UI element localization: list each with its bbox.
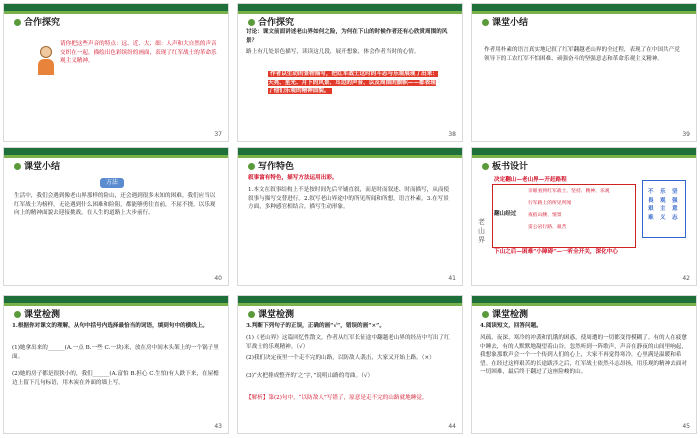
slide-title: 课堂检测 [248,307,294,320]
board-right-2: 乐观主义 [660,189,666,221]
passage-text: 风疏、夜深、寒冷的冲袭和饥饿的困惑，使周遭的一切都变得模糊了。有的人在疲惫中睡去，有的人默默地凝望着山谷。忽然听到一阵歌声，声音在静夜的山间里响起，我想象那歌声会一个一个传到人们的心上，大家不再觉得寒冷，心里满是温暖和希望。在经过这样艰苦的长途跋涉之后，红军战士依然斗志昂扬，用乐观的精神去面对一切困难，最后终于翻过了这座险峻的山。 [480,335,687,375]
header-band [4,4,228,11]
question-item-1: (1)她拿出来的______(A.一点 B.一些 C.一块)米，放在房中间木头架上的一个锅子里面。 [12,345,219,360]
question-item-1: (1)《老山界》这篇回忆性散文，作者从红军长征途中翻越老山界的经历中写出了红军战士的乐观精神。（√） [246,335,450,350]
summary-text: 作者用朴素的语言真实地记叙了红军翻越老山界的全过程，表现了在中国共产党领导下的工农红军不怕困难、顽强奋斗的坚强意志和革命乐观主义精神。 [484,47,680,62]
slide-42[interactable] [472,148,696,285]
header-band [238,296,462,303]
header-stripe [4,155,228,158]
header-band [238,4,462,11]
header-stripe [238,303,462,306]
slide-39[interactable] [472,4,696,141]
slide-title: 课堂检测 [14,307,60,320]
slide-45[interactable] [472,296,696,433]
header-stripe [238,11,462,14]
board-line-1: 亲眼看到红军战士、坚持、精神、乐观 [528,189,610,194]
slide-title: 合作探究 [14,15,60,28]
board-side-label: 老山界 [478,218,485,244]
answer-text: 【解析】第(2)句中，“以防敌人”写错了，原意是走不完的山路就地睡觉。 [246,395,428,401]
header-stripe [4,303,228,306]
slide-title: 课堂小结 [482,15,528,28]
slide-44[interactable] [238,296,462,433]
bullet-icon [248,163,255,170]
header-band [238,148,462,155]
header-band [472,296,696,303]
question-text: 1.根据你对课文的理解，从句中括号内选择最恰当的词语，填到句中的横线上。 [12,323,209,329]
bullet-icon [14,163,21,170]
header-band [472,4,696,11]
board-line-4: 雷公岩行路、艰苦 [528,225,567,230]
slide-38[interactable] [238,4,462,141]
method-banner: 方法 [100,178,124,188]
question-text: 4.阅读短文，回答问题。 [480,323,542,329]
question-item-2: (2)她的房子都是很狭小的，我们______(A.富怕 B.担心 C.生怕)有人跌下来，在屋檐边上留下几句标语，用木炭在外面的墙上写。 [12,371,219,386]
slide-title: 课堂小结 [14,159,60,172]
header-stripe [238,155,462,158]
slide-title: 合作探究 [248,15,294,28]
question-item-2: (2)我们决定夜里一个走不完的山路，以防敌人袭击，大家又开始上路。（×） [246,355,435,361]
header-band [4,148,228,155]
header-band [4,296,228,303]
board-line-2: 行军路上的所见所闻 [528,201,572,206]
page-number: 40 [214,275,222,282]
page-number: 41 [448,275,456,282]
board-top: 决定翻山—老山界—开赶路程 [494,177,567,183]
bullet-icon [482,19,489,26]
teacher-avatar-icon [38,46,54,76]
page-number: 38 [448,131,456,138]
slide-43[interactable] [4,296,228,433]
header-stripe [472,11,696,14]
board-bottom: 下山之后—困难“小障碍”—一听全开关，深化中心 [494,249,618,255]
board-mid-left: 翻山经过 [494,211,517,217]
page-number: 39 [682,131,690,138]
page-number: 37 [214,131,222,138]
board-right-3: 坚强意志 [672,189,678,221]
page-number: 44 [448,423,456,430]
bullet-icon [248,19,255,26]
slide-37[interactable] [4,4,228,141]
bullet-icon [248,311,255,318]
board-line-3: 夜宿山腰、情景 [528,213,562,218]
feature-subtitle: 叙事富有特色，描写方法运用出彩。 [248,175,338,181]
slide-41[interactable] [238,148,462,285]
header-stripe [4,11,228,14]
feature-text: 1.本文在叙事结构上不是按时间先后平铺直叙，而是时而叙述、时而描写，从而使叙事与描写交替进行。2.叙写老山界途中的所见所闻和所想，语言朴素。3.在写景方面，多种感官相结合，描写生动形象。 [248,187,450,210]
bullet-icon [14,311,21,318]
reading-text: 路上有几处景色描写，读读这几段，展开想象，体会作者当时的心情。 [246,49,420,55]
discussion-text: 讨论：课文前面讲述老山界如何之险，为何在下山的时候作者还有心欣赏周围的风景？ [246,29,448,44]
slide-40[interactable] [4,148,228,285]
slide-title: 写作特色 [248,159,294,172]
page-number: 42 [682,275,690,282]
question-text: 3.判断下列句子的正误，正确的画“√”，错误的画“×”。 [246,323,385,329]
slide-title: 板书设计 [482,159,528,172]
page-number: 45 [682,423,690,430]
question-item-3: (3)“火把排成整齐的‘之’字，”说明山路的弯曲。（√） [246,373,374,379]
slide-title: 课堂检测 [482,307,528,320]
header-band [472,148,696,155]
header-stripe [472,303,696,306]
page-number: 43 [214,423,222,430]
highlight-text: 作者以生动的景物描写，把红军战士这时的斗志与乐观展现了出来：天亮、星光、月下的风景、耳边的声音、以及周围的旗帜——都表现了他们乐观的精神面貌。 [268,71,438,94]
bullet-icon [482,311,489,318]
slide-text: 请你把这些声音的特点：远、近、大、细：人声和大自然的声音交织在一起，描绘出色彩缤纷的画面，表现了红军战士的革命乐观主义精神。 [60,41,217,64]
board-right-1: 不畏艰难 [648,189,654,221]
bullet-icon [482,163,489,170]
bullet-icon [14,19,21,26]
summary-text: 生活中，我们会遇到像老山界那样的险山，还会遇到很多未知的困难。我们应当以红军战士为榜样，无论遇到什么困难和险阻，都能够勇往直前，不屈不挠，以乐观向上的精神面貌去迎接挑战，在人生的道路上大步前行。 [14,193,216,216]
header-stripe [472,155,696,158]
